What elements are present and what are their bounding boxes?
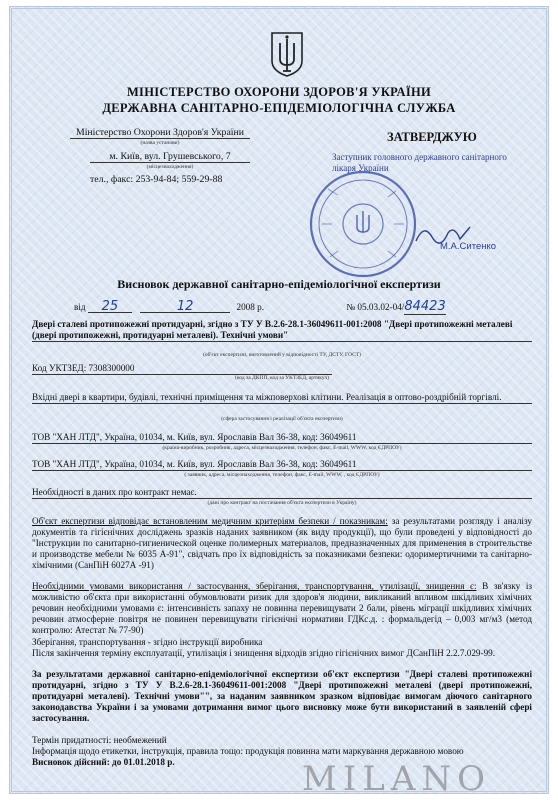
coat-of-arms-icon <box>270 31 304 77</box>
date-prefix: від <box>74 302 86 312</box>
official-seal-icon <box>308 169 418 279</box>
manufacturer-caption: (країна-виробник, розробник, адреса, місцезнаходження, телефон, факс, E-mail, WWW, код ЄДРПОУ) <box>162 445 402 451</box>
object-caption: (об'єкт експертизи, виготовлений у відповідності ТУ, ДСТУ, ГОСТ) <box>203 352 361 358</box>
org-address: м. Київ, вул. Грушевського, 7 <box>90 151 250 163</box>
approval-label: ЗАТВЕРДЖУЮ <box>387 130 477 144</box>
conditions-lead: Необхідними умовами використання / застосування, зберігання, транспортування, утилізації, знищення є: <box>32 581 477 591</box>
certificate-page <box>9 6 549 794</box>
scope-caption: (сфера застосування і реалізації об'єкта експертизи) <box>221 416 343 422</box>
date-year: 2008 р. <box>236 302 265 312</box>
contract-caption: (дані про контракт на постачання об'єкта експертизи в Україну) <box>207 500 357 506</box>
compliance-paragraph <box>32 516 532 571</box>
conditions-text: В зв'язку із можливістю об'єкта при використанні обумовлювати ризик для здоров'я людини, викликаний впливом шкідливих хімічних речовин необхідними умовами є: інтенсивність запаху не повинна перевищувати 2 бали, рівень міграції шкідливих хімічних речовин атмосферне повітря не повинен перевищувати гігієнічні нормативи ГДКс.д. : формальдегід – 0,003 мг/м3 (метод контролю: Атестат № 77-90) <box>32 581 532 635</box>
org-name: Міністерство Охорони Здоров'я України <box>70 127 250 139</box>
labeling-line: Інформація щодо етикетки, інструкція, правила тощо: продукція повинна мати маркування державною мовою <box>32 746 464 756</box>
compliance-lead: Об'єкт експертизи відповідає встановленим медичним критеріям безпеки / показникам: <box>32 516 388 526</box>
document-number: 84423 <box>404 299 446 314</box>
ministry-title-line1: МІНІСТЕРСТВО ОХОРОНИ ЗДОРОВ'Я УКРАЇНИ <box>126 85 432 99</box>
validity-line: Термін придатності: необмежений <box>32 735 167 745</box>
org-name-caption: (назва установи) <box>140 140 180 146</box>
watermark-logo: MILANO <box>302 759 491 794</box>
date-number-row <box>74 301 534 317</box>
scope-text: Вхідні двері в квартири, будівлі, технічні приміщення та міжповерхові клітини. Реалізація в оптово-роздрібній торгівлі. <box>32 392 532 404</box>
applicant-caption: ( заявник, адреса, місцезнаходження, телефон, факс, E-mail, WWW, , код ЄДРПОУ) <box>184 472 380 478</box>
code-text: Код УКТЗЕД: 7308300000 <box>32 363 332 375</box>
code-caption: (код за ДКПП, код за УКТЗЕД, артикул) <box>235 375 329 381</box>
approval-position: Заступник головного державного санітарного лікаря України <box>332 152 507 173</box>
number-prefix: № 05.03.02-04/ <box>346 302 405 312</box>
storage-line: Зберігання, транспортування - згідно інструкції виробника <box>32 637 263 647</box>
document-title: Висновок державної санітарно-епідеміологічної експертизи <box>117 277 441 291</box>
manufacturer-text: ТОВ "ХАН ЛТД", Україна, 01034, м. Київ, вул. Ярославів Вал 36-38, код: 36049611 <box>32 432 532 444</box>
compliance-text: за результатами розгляду і аналізу документів та гігієнічних досліджень зразків наданих заявником (як виду продукції), що були проведені у відповідності до "Інструкции по санитарно-гигиенической оценке полимерных материалов, предназначенных для применения в строительстве и производстве мебели № 6035 А-91", свідчать про їх відповідність за показниками безпеки: одоримертичними та санітарно-хімічними (СанПіН 6027А -91) <box>32 516 533 570</box>
valid-until-line: Висновок дійсний: до 01.01.2018 р. <box>32 757 175 767</box>
disposal-line: Після закінчення терміну експлуатації, утилізація і знищення відходів згідно гігієнічних вимог ДСанПіН 2.2.7.029-99. <box>32 648 496 658</box>
signer-name: М.А.Ситенко <box>440 241 497 252</box>
org-address-caption: (місцезнаходження) <box>146 164 194 170</box>
org-phone: тел., факс: 253-94-84; 559-29-88 <box>90 174 223 185</box>
date-month: 12 <box>140 301 230 313</box>
object-text: Двері сталеві протипожежні протидуарні, згідно з ТУ У В.2.6-28.1-36049611-001:2008 "Двері протипожежні металеві (двері протипожежні, протидуарні металеві). Технічні умови" <box>32 319 532 342</box>
ministry-title-line2: ДЕРЖАВНА САНІТАРНО-ЕПІДЕМІОЛОГІЧНА СЛУЖБА <box>102 101 456 115</box>
date-day: 25 <box>88 301 132 313</box>
applicant-text: ТОВ "ХАН ЛТД", Україна, 01034, м. Київ, вул. Ярославів Вал 36-38, код: 36049611 <box>32 459 532 471</box>
contract-text: Необхідності в даних про контракт немає. <box>32 487 532 499</box>
conditions-paragraph <box>32 581 532 636</box>
conclusion-text: За результатами державної санітарно-епідеміологічної експертизи об'єкт експертизи "Двері сталеві протипожежні протидуарні, згідно з ТУ У В.2.6-28.1-36049611-001:2008 "Двері протипожежні металеві (двері протипожежні, протидуарні металеві). Технічні умови"", за наданим заявником зразком відповідає вимогам діючого санітарного законодавства України і за умовами дотримання вимог цього висновку може бути використаний в заявленій сфері застосування. <box>32 669 532 723</box>
